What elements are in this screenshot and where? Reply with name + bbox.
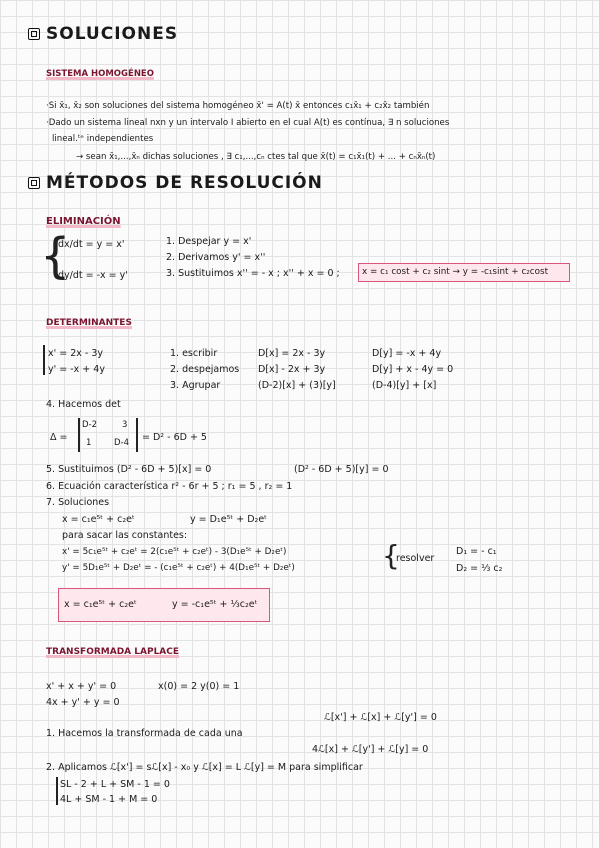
det-step-5b: (D² - 6D + 5)[y] = 0 (294, 464, 389, 475)
system-brace: { (40, 228, 71, 284)
det-system-1: x' = 2x - 3y (48, 348, 104, 359)
laplace-algebra-1: SL - 2 + L + SM - 1 = 0 (60, 779, 170, 790)
matrix-cell-12: 3 (122, 420, 128, 430)
homogeneo-line-2: ·Dado un sistema lineal nxn y un intervalo I abierto en el cual A(t) es contínua, ∃ n soluciones (46, 118, 450, 128)
det-constants-label: para sacar las constantes: (62, 530, 188, 541)
matrix-cell-21: 1 (86, 438, 92, 448)
det-step-4: 4. Hacemos det (46, 399, 121, 410)
section-heading-determinantes: DETERMINANTES (46, 318, 132, 328)
laplace-system-bar (56, 777, 58, 805)
d1-result: D₁ = - c₁ (456, 546, 497, 557)
laplace-transform-2: 4ℒ[x] + ℒ[y'] + ℒ[y] = 0 (312, 744, 429, 755)
matrix-cell-11: D-2 (82, 420, 98, 430)
elim-result: x = c₁ cost + c₂ sint → y = -c₁sint + c₂cost (362, 267, 549, 277)
det-col3-c: (D-4)[y] + [x] (372, 380, 437, 391)
d2-result: D₂ = ⅓ c₂ (456, 563, 503, 574)
det-step-6: 6. Ecuación característica r² - 6r + 5 ; r₁ = 5 , r₂ = 1 (46, 481, 293, 492)
section-heading-eliminacion: ELIMINACIÓN (46, 216, 121, 227)
det-col2-b: D[x] - 2x + 3y (258, 364, 326, 375)
det-col1-a: 1. escribir (170, 348, 218, 359)
det-col1-b: 2. despejamos (170, 364, 240, 375)
elim-equation-1: dx/dt = y = x' (58, 239, 125, 250)
det-const-eq-2: y' = 5D₁e⁵ᵗ + D₂eᵗ = - (c₁e⁵ᵗ + c₂eᵗ) + 4(D₁e⁵ᵗ + D₂eᵗ) (62, 563, 295, 573)
det-col1-c: 3. Agrupar (170, 380, 221, 391)
det-col3-b: D[y] + x - 4y = 0 (372, 364, 454, 375)
det-final-y: y = -c₁e⁵ᵗ + ⅓c₂eᵗ (172, 599, 258, 610)
section-heading-laplace: TRANSFORMADA LAPLACE (46, 647, 180, 657)
laplace-equation-1: x' + x + y' = 0 (46, 681, 117, 692)
section-title-metodos: MÉTODOS DE RESOLUCIÓN (28, 177, 323, 189)
delta-result: = D² - 6D + 5 (142, 432, 207, 443)
det-step-5a: 5. Sustituimos (D² - 6D + 5)[x] = 0 (46, 464, 212, 475)
elim-equation-2: dy/dt = -x = y' (58, 270, 128, 281)
det-const-eq-1: x' = 5c₁e⁵ᵗ + c₂eᵗ = 2(c₁e⁵ᵗ + c₂eᵗ) - 3(D₁e⁵ᵗ + D₂eᵗ) (62, 547, 287, 557)
homogeneo-line-1: ·Si x̄₁, x̄₂ son soluciones del sistema homogéneo x̄' = A(t) x̄ entonces c₁x̄₁ + c₂x̄₂ también (46, 101, 430, 111)
laplace-transform-1: ℒ[x'] + ℒ[x] + ℒ[y'] = 0 (324, 712, 437, 723)
checkbox-icon (28, 177, 40, 189)
det-final-x: x = c₁e⁵ᵗ + c₂eᵗ (64, 599, 137, 610)
matrix-bar-right (136, 418, 138, 452)
section-heading-homogeneo: SISTEMA HOMOGÉNEO (46, 69, 154, 79)
elim-step-2: 2. Derivamos y' = x'' (166, 252, 266, 263)
resolver-label: resolver (396, 553, 435, 564)
det-col2-c: (D-2)[x] + (3)[y] (258, 380, 336, 391)
page-title: SOLUCIONES (28, 28, 178, 40)
elim-step-3: 3. Sustituimos x'' = - x ; x'' + x = 0 ; (166, 268, 340, 279)
det-sol-y: y = D₁e⁵ᵗ + D₂eᵗ (190, 514, 267, 525)
det-col2-a: D[x] = 2x - 3y (258, 348, 326, 359)
det-sol-x: x = c₁e⁵ᵗ + c₂eᵗ (62, 514, 135, 525)
laplace-initial-conditions: x(0) = 2 y(0) = 1 (158, 681, 240, 692)
laplace-step-2: 2. Aplicamos ℒ[x'] = sℒ[x] - x₀ y ℒ[x] = L ℒ[y] = M para simplificar (46, 762, 363, 773)
laplace-step-1: 1. Hacemos la transformada de cada una (46, 728, 243, 739)
homogeneo-line-3: lineal.ᵗᵉ independientes (52, 134, 154, 144)
matrix-bar-left (78, 418, 80, 452)
det-system-2: y' = -x + 4y (48, 364, 105, 375)
det-col3-a: D[y] = -x + 4y (372, 348, 442, 359)
laplace-algebra-2: 4L + SM - 1 + M = 0 (60, 794, 158, 805)
delta-label: Δ = (50, 432, 68, 443)
homogeneo-line-4: → sean x̄₁,...,x̄ₙ dichas soluciones , ∃ c₁,...,cₙ ctes tal que x̄(t) = c₁x̄₁(t) + ... + cₙx̄ₙ(t) (76, 152, 436, 162)
matrix-cell-22: D-4 (114, 438, 130, 448)
det-step-7: 7. Soluciones (46, 497, 110, 508)
resolver-brace: { (382, 539, 400, 572)
elim-step-1: 1. Despejar y = x' (166, 236, 252, 247)
system-bar (43, 345, 45, 375)
laplace-equation-2: 4x + y' + y = 0 (46, 697, 120, 708)
checkbox-icon (28, 28, 40, 40)
